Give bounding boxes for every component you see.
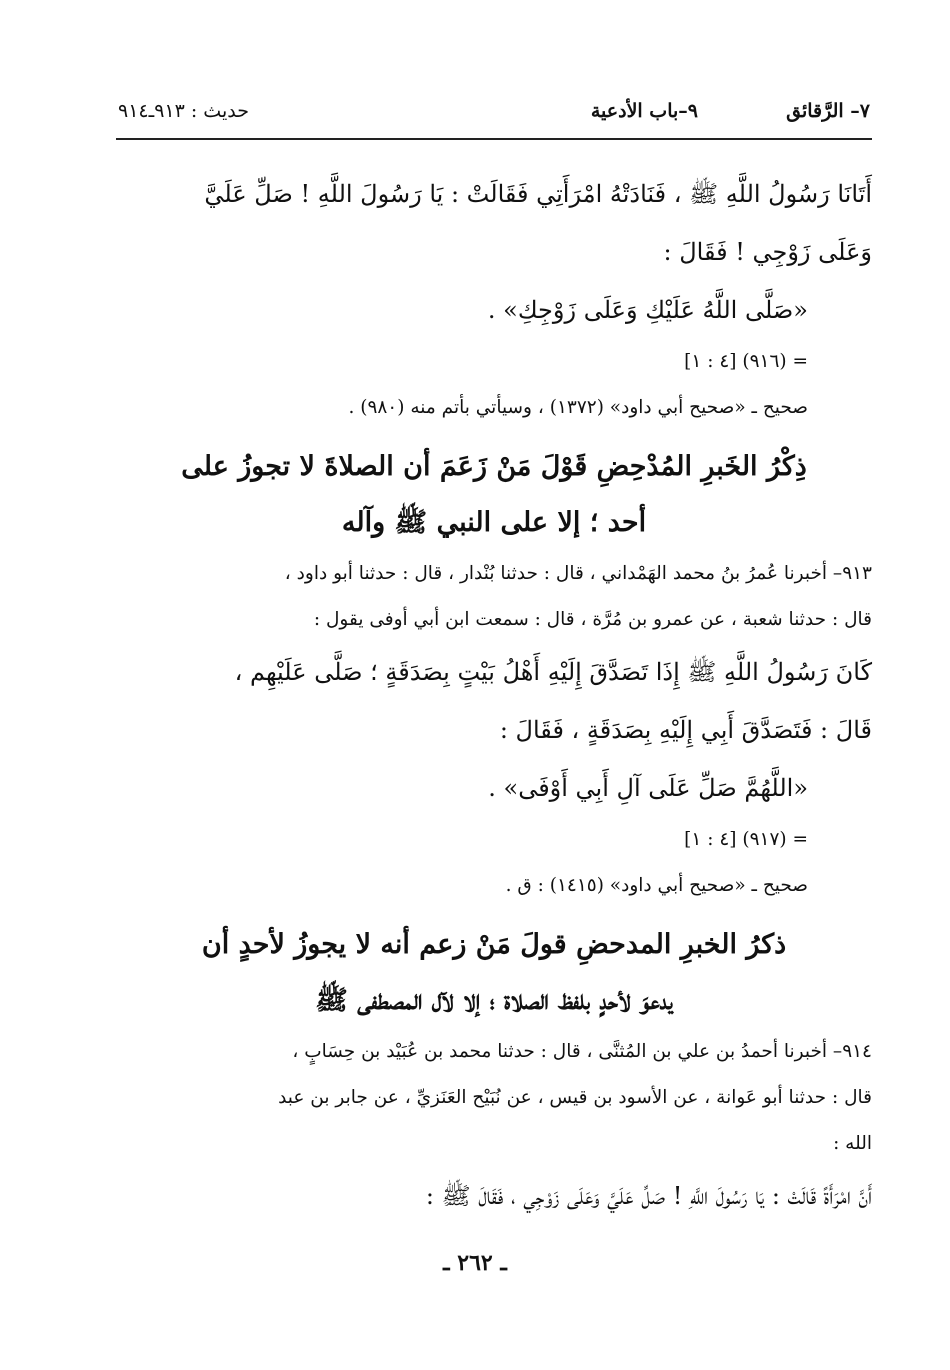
section-heading: يدعوَ لأحدٍ بلفظ الصلاة ؛ إلا لآل المصطفى ﷺ [315, 985, 673, 1016]
section-heading: ذكرُ الخبرِ المدحضِ قولَ مَنْ زعم أنه لا يجوزُ لأحدٍ أن [201, 929, 787, 960]
isnad-line: قال : حدثنا أبو عَوانة ، عن الأسود بن قيس ، عن نُبَيْح العَنَزيِّ ، عن جابر بن عبد [278, 1087, 872, 1108]
isnad-line: الله : [833, 1133, 872, 1154]
hadith-text-line: أَنَّ امْرَأَةً قَالَتْ : يَا رَسُولَ اللَّهِ ! صَلِّ عَلَيَّ وَعَلَى زَوْجِي ، فَقَالَ ﷺ : [425, 1182, 872, 1210]
header-rule [116, 138, 872, 140]
prayer-quote: «اللَّهُمَّ صَلِّ عَلَى آلِ أَبِي أَوْفَى» . [488, 774, 808, 802]
hadith-text-line: أَتَانَا رَسُولُ اللَّهِ ﷺ ، فَنَادَتْهُ امْرَأَتِي فَقَالَتْ : يَا رَسُولَ اللَّهِ ! صَلِّ عَلَيَّ [204, 180, 872, 208]
section-heading: أحد ؛ إلا على النبي ﷺ وآله [341, 507, 647, 538]
isnad-line: ٩١٤– أخبرنا أحمدُ بن علي بن المُثنَّى ، قال : حدثنا محمد بن عُبَيْد بن حِسَابٍ ، [292, 1041, 872, 1062]
hadith-text-line: وَعَلَى زَوْجِي ! فَقَالَ : [663, 238, 872, 266]
isnad-line: ٩١٣– أخبرنا عُمرُ بنُ محمد الهَمْداني ، قال : حدثنا بُنْدار ، قال : حدثنا أبو داود ، [284, 563, 872, 584]
grading-note: صحيح ـ «صحيح أبي داود» (١٤١٥) : ق . [505, 875, 808, 896]
cross-reference: = (٩١٦) [٤ : ١] [684, 351, 808, 372]
section-title: ٩–باب الأدعية [590, 100, 698, 122]
section-heading: ذِكْرُ الخَبرِ المُدْحِضِ قَوْلَ مَنْ زَعَمَ أن الصلاةَ لا تجوزُ على [181, 451, 807, 482]
running-header [118, 92, 870, 132]
prayer-quote: «صَلَّى اللَّهُ عَلَيْكِ وَعَلَى زَوْجِكِ» . [487, 296, 808, 324]
chapter-title: ٧– الرَّقائق [786, 100, 870, 122]
hadith-text-line: كَانَ رَسُولُ اللَّهِ ﷺ إِذَا تَصَدَّقَ إِلَيْهِ أَهْلُ بَيْتٍ بِصَدَقَةٍ ؛ صَلَّى عَلَيْهِم ، [234, 658, 872, 686]
cross-reference: = (٩١٧) [٤ : ١] [684, 829, 808, 850]
page-body [116, 165, 872, 1225]
grading-note: صحيح ـ «صحيح أبي داود» (١٣٧٢) ، وسيأتي بأتم منه (٩٨٠) . [348, 397, 808, 418]
hadith-range: حديث : ٩١٣ـ٩١٤ [118, 100, 249, 122]
hadith-text-line: قَالَ : فَتَصَدَّقَ أَبِي إِلَيْهِ بِصَدَقَةٍ ، فَقَالَ : [499, 716, 872, 744]
page-number: ـ ٢٦٢ ـ [443, 1250, 507, 1276]
isnad-line: قال : حدثنا شعبة ، عن عمرو بن مُرَّة ، قال : سمعت ابن أبي أوفى يقول : [313, 609, 872, 630]
